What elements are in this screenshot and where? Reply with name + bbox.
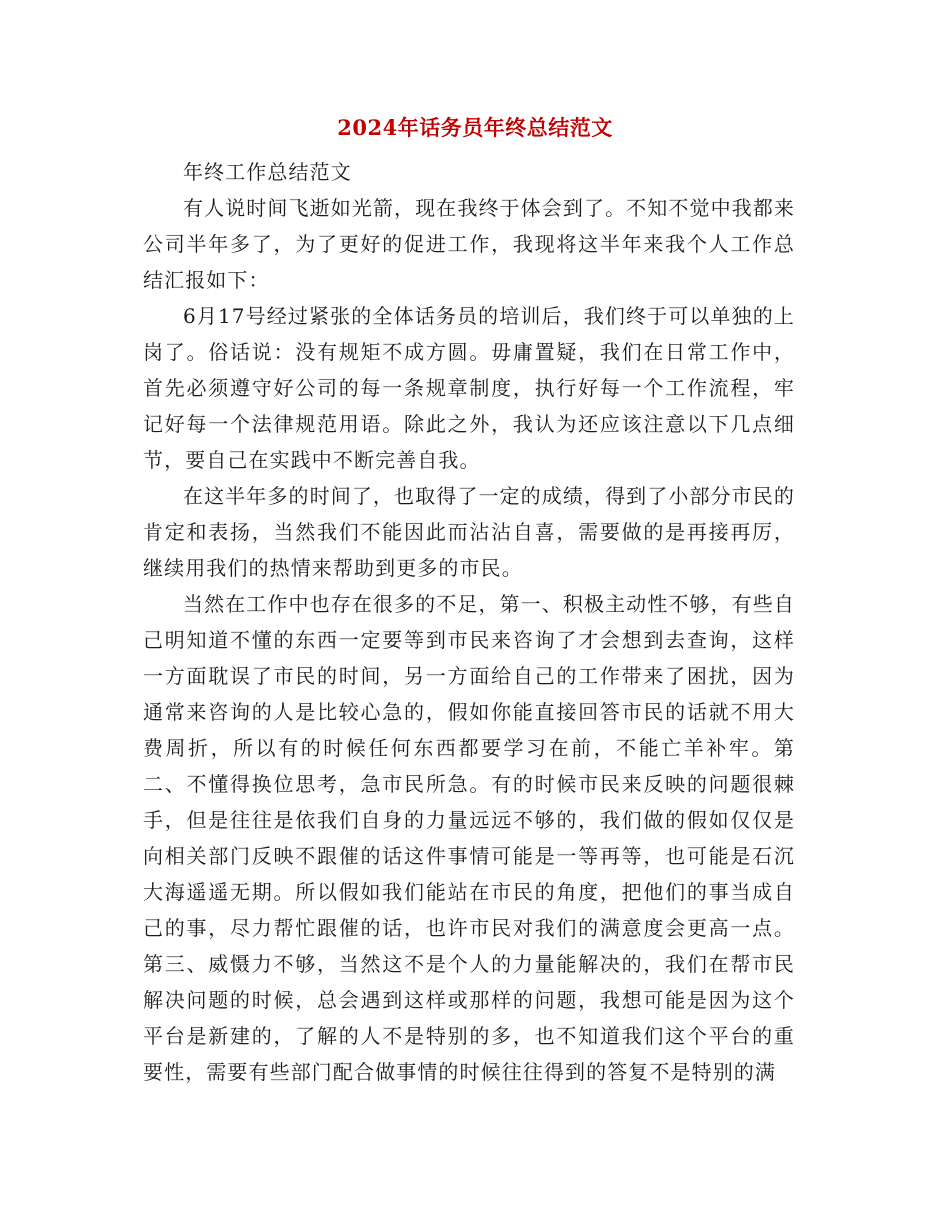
paragraph: 在这半年多的时间了，也取得了一定的成绩，得到了小部分市民的肯定和表扬，当然我们不能因此而沾沾自喜，需要做的是再接再厉，继续用我们的热情来帮助到更多的市民。	[143, 484, 795, 580]
paragraph: 6月17号经过紧张的全体话务员的培训后，我们终于可以单独的上岗了。俗话说：没有规矩不成方圆。毋庸置疑，我们在日常工作中，首先必须遵守好公司的每一条规章制度，执行好每一个工作流程，牢记好每一个法律规范用语。除此之外，我认为还应该注意以下几点细节，要自己在实践中不断完善自我。	[143, 304, 795, 472]
document-body	[143, 154, 795, 1090]
paragraph: 当然在工作中也存在很多的不足，第一、积极主动性不够，有些自己明知道不懂的东西一定要等到市民来咨询了才会想到去查询，这样一方面耽误了市民的时间，另一方面给自己的工作带来了困扰，因为通常来咨询的人是比较心急的，假如你能直接回答市民的话就不用大费周折，所以有的时候任何东西都要学习在前，不能亡羊补牢。第二、不懂得换位思考，急市民所急。有的时候市民来反映的问题很棘手，但是往往是依我们自身的力量远远不够的，我们做的假如仅仅是向相关部门反映不跟催的话这件事情可能是一等再等，也可能是石沉大海遥遥无期。所以假如我们能站在市民的角度，把他们的事当成自己的事，尽力帮忙跟催的话，也许市民对我们的满意度会更高一点。第三、威慑力不够，当然这不是个人的力量能解决的，我们在帮市民解决问题的时候，总会遇到这样或那样的问题，我想可能是因为这个平台是新建的，了解的人不是特别的多，也不知道我们这个平台的重要性，需要有些部门配合做事情的时候往往得到的答复不是特别的满	[143, 592, 795, 1084]
document-title: 2024年话务员年终总结范文	[337, 115, 613, 140]
paragraph: 有人说时间飞逝如光箭，现在我终于体会到了。不知不觉中我都来公司半年多了，为了更好的促进工作，我现将这半年来我个人工作总结汇报如下：	[143, 196, 795, 292]
paragraph-heading: 年终工作总结范文	[183, 160, 352, 184]
